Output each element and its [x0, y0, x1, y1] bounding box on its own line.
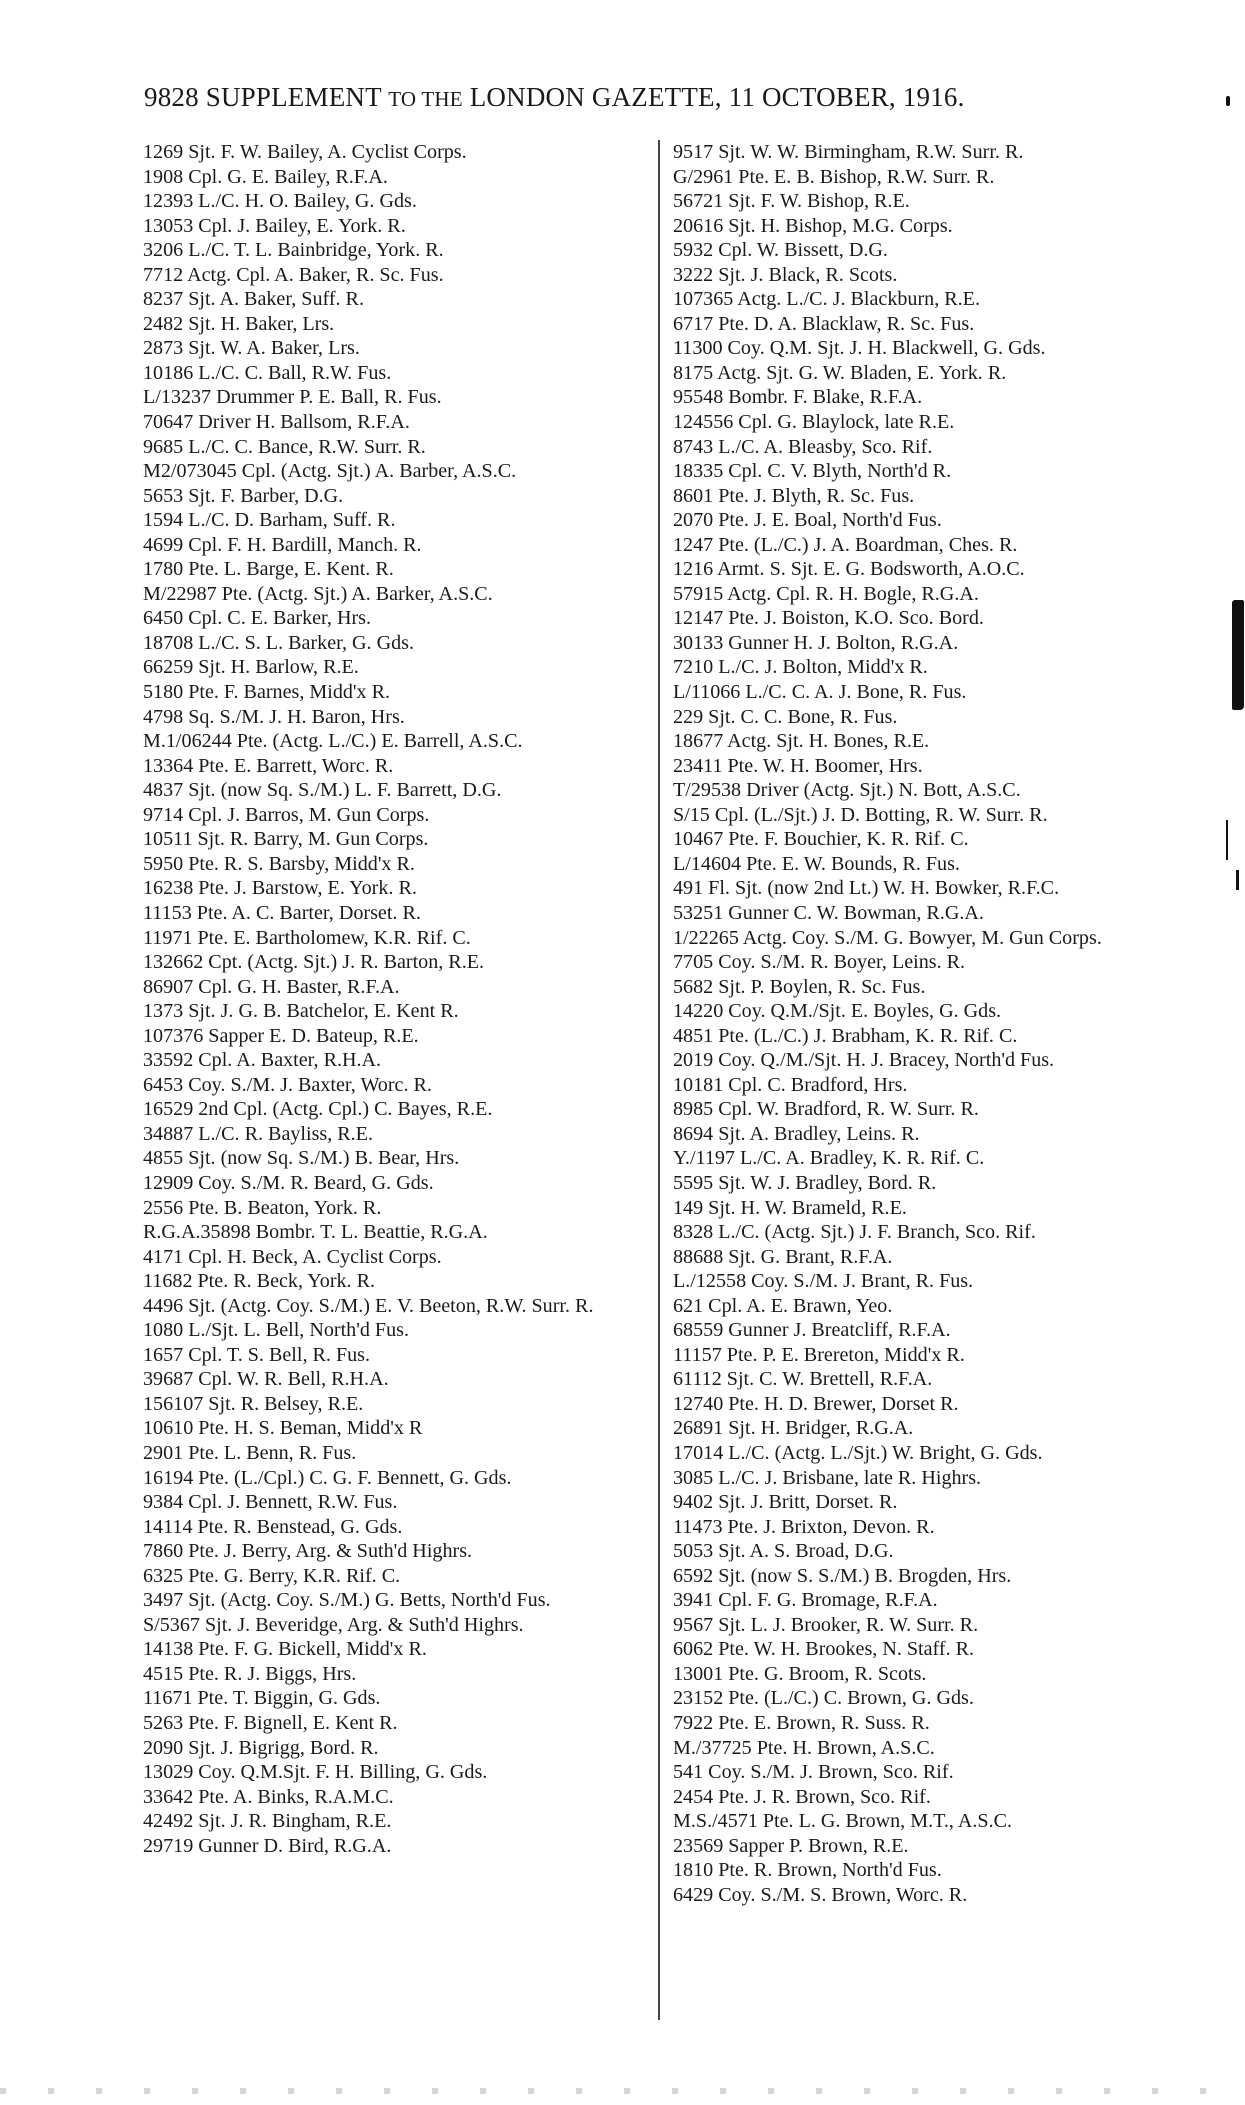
- list-entry: 3222 Sjt. J. Black, R. Scots.: [673, 263, 898, 286]
- list-entry: 4496 Sjt. (Actg. Coy. S./M.) E. V. Beeton, R.W. Surr. R.: [143, 1294, 594, 1317]
- list-entry: 4855 Sjt. (now Sq. S./M.) B. Bear, Hrs.: [143, 1147, 460, 1170]
- list-entry: 8985 Cpl. W. Bradford, R. W. Surr. R.: [673, 1098, 979, 1121]
- list-entry: 11671 Pte. T. Biggin, G. Gds.: [143, 1687, 381, 1710]
- list-entry: 541 Coy. S./M. J. Brown, Sco. Rif.: [673, 1761, 954, 1784]
- list-entry: 14114 Pte. R. Benstead, G. Gds.: [143, 1515, 403, 1538]
- list-entry: 1908 Cpl. G. E. Bailey, R.F.A.: [143, 165, 388, 188]
- list-entry: 95548 Bombr. F. Blake, R.F.A.: [673, 386, 923, 409]
- margin-speck: [1236, 870, 1239, 890]
- list-entry: 10181 Cpl. C. Bradford, Hrs.: [673, 1073, 908, 1096]
- list-entry: 9402 Sjt. J. Britt, Dorset. R.: [673, 1491, 898, 1514]
- list-entry: 8694 Sjt. A. Bradley, Leins. R.: [673, 1122, 920, 1145]
- list-entry: 8175 Actg. Sjt. G. W. Bladen, E. York. R.: [673, 361, 1007, 384]
- list-entry: 107376 Sapper E. D. Bateup, R.E.: [143, 1024, 419, 1047]
- list-entry: L/13237 Drummer P. E. Ball, R. Fus.: [143, 386, 442, 409]
- list-entry: 6592 Sjt. (now S. S./M.) B. Brogden, Hrs.: [673, 1564, 1012, 1587]
- list-entry: 11473 Pte. J. Brixton, Devon. R.: [673, 1515, 935, 1538]
- list-entry: 7922 Pte. E. Brown, R. Suss. R.: [673, 1712, 930, 1734]
- list-entry: 17014 L./C. (Actg. L./Sjt.) W. Bright, G. Gds.: [673, 1441, 1043, 1464]
- list-entry: 16238 Pte. J. Barstow, E. York. R.: [143, 877, 417, 900]
- list-entry: 70647 Driver H. Ballsom, R.F.A.: [143, 411, 410, 434]
- list-entry: 53251 Gunner C. W. Bowman, R.G.A.: [673, 901, 984, 924]
- list-entry: 23152 Pte. (L./C.) C. Brown, G. Gds.: [673, 1687, 974, 1710]
- list-entry: 2070 Pte. J. E. Boal, North'd Fus.: [673, 509, 942, 532]
- list-entry: M.S./4571 Pte. L. G. Brown, M.T., A.S.C.: [673, 1810, 1013, 1833]
- list-entry: 56721 Sjt. F. W. Bishop, R.E.: [673, 190, 910, 213]
- list-entry: 68559 Gunner J. Breatcliff, R.F.A.: [673, 1319, 951, 1342]
- list-entry: 107365 Actg. L./C. J. Blackburn, R.E.: [673, 288, 980, 311]
- list-entry: 6429 Coy. S./M. S. Brown, Worc. R.: [673, 1883, 968, 1906]
- list-entry: 10186 L./C. C. Ball, R.W. Fus.: [143, 361, 392, 384]
- list-entry: 132662 Cpt. (Actg. Sjt.) J. R. Barton, R.E.: [143, 951, 485, 974]
- list-entry: 13029 Coy. Q.M.Sjt. F. H. Billing, G. Gds.: [143, 1761, 488, 1784]
- list-entry: 1373 Sjt. J. G. B. Batchelor, E. Kent R.: [143, 1000, 459, 1023]
- list-entry: 2090 Sjt. J. Bigrigg, Bord. R.: [143, 1736, 379, 1759]
- list-entry: 14138 Pte. F. G. Bickell, Midd'x R.: [143, 1638, 427, 1661]
- list-entry: 6453 Coy. S./M. J. Baxter, Worc. R.: [143, 1073, 432, 1096]
- list-entry: M./37725 Pte. H. Brown, A.S.C.: [673, 1736, 935, 1759]
- list-entry: 39687 Cpl. W. R. Bell, R.H.A.: [143, 1368, 389, 1391]
- list-entry: 5263 Pte. F. Bignell, E. Kent R.: [143, 1712, 398, 1734]
- margin-speck: [1226, 96, 1230, 106]
- list-entry: 34887 L./C. R. Bayliss, R.E.: [143, 1122, 373, 1145]
- list-entry: 26891 Sjt. H. Bridger, R.G.A.: [673, 1417, 914, 1440]
- list-entry: 621 Cpl. A. E. Brawn, Yeo.: [673, 1294, 893, 1317]
- list-entry: 10511 Sjt. R. Barry, M. Gun Corps.: [143, 828, 429, 851]
- bottom-scan-artifact: [0, 2088, 1245, 2094]
- list-entry: 9567 Sjt. L. J. Brooker, R. W. Surr. R.: [673, 1613, 979, 1636]
- list-entry: G/2961 Pte. E. B. Bishop, R.W. Surr. R.: [673, 165, 995, 188]
- list-entry: 5653 Sjt. F. Barber, D.G.: [143, 484, 344, 507]
- list-entry: 33592 Cpl. A. Baxter, R.H.A.: [143, 1049, 382, 1072]
- list-entry: 11153 Pte. A. C. Barter, Dorset. R.: [143, 901, 421, 924]
- list-entry: 149 Sjt. H. W. Brameld, R.E.: [673, 1196, 907, 1219]
- list-entry: 156107 Sjt. R. Belsey, R.E.: [143, 1392, 364, 1415]
- list-entry: 1269 Sjt. F. W. Bailey, A. Cyclist Corps.: [143, 141, 467, 163]
- list-entry: 4837 Sjt. (now Sq. S./M.) L. F. Barrett, D.G.: [143, 779, 502, 802]
- list-entry: S/15 Cpl. (L./Sjt.) J. D. Botting, R. W. Surr. R.: [673, 803, 1048, 826]
- list-entry: 1594 L./C. D. Barham, Suff. R.: [143, 509, 396, 532]
- list-entry: 14220 Coy. Q.M./Sjt. E. Boyles, G. Gds.: [673, 1000, 1002, 1023]
- left-column: [143, 140, 647, 1858]
- list-entry: 13053 Cpl. J. Bailey, E. York. R.: [143, 214, 406, 237]
- list-entry: M.1/06244 Pte. (Actg. L./C.) E. Barrell, A.S.C.: [143, 730, 523, 753]
- list-entry: 16194 Pte. (L./Cpl.) C. G. F. Bennett, G. Gds.: [143, 1466, 512, 1489]
- list-entry: 6450 Cpl. C. E. Barker, Hrs.: [143, 607, 372, 630]
- list-entry: 12147 Pte. J. Boiston, K.O. Sco. Bord.: [673, 607, 984, 630]
- list-entry: 2019 Coy. Q./M./Sjt. H. J. Bracey, North'd Fus.: [673, 1049, 1055, 1072]
- list-entry: 2482 Sjt. H. Baker, Lrs.: [143, 312, 335, 335]
- list-entry: 18335 Cpl. C. V. Blyth, North'd R.: [673, 460, 952, 483]
- list-entry: 5932 Cpl. W. Bissett, D.G.: [673, 239, 888, 262]
- list-entry: 1810 Pte. R. Brown, North'd Fus.: [673, 1859, 942, 1882]
- list-entry: 8601 Pte. J. Blyth, R. Sc. Fus.: [673, 484, 915, 507]
- list-entry: 1657 Cpl. T. S. Bell, R. Fus.: [143, 1343, 371, 1366]
- list-entry: 9384 Cpl. J. Bennett, R.W. Fus.: [143, 1491, 398, 1514]
- list-entry: 2454 Pte. J. R. Brown, Sco. Rif.: [673, 1785, 931, 1808]
- list-entry: 2556 Pte. B. Beaton, York. R.: [143, 1196, 382, 1219]
- list-entry: 8328 L./C. (Actg. Sjt.) J. F. Branch, Sco. Rif.: [673, 1221, 1036, 1244]
- list-entry: 124556 Cpl. G. Blaylock, late R.E.: [673, 411, 955, 434]
- margin-ink-smudge: [1232, 600, 1244, 710]
- list-entry: 13001 Pte. G. Broom, R. Scots.: [673, 1662, 927, 1685]
- column-divider: [658, 140, 660, 2020]
- list-entry: 3085 L./C. J. Brisbane, late R. Highrs.: [673, 1466, 982, 1489]
- list-entry: 7210 L./C. J. Bolton, Midd'x R.: [673, 656, 928, 679]
- list-entry: 4515 Pte. R. J. Biggs, Hrs.: [143, 1662, 357, 1685]
- list-entry: 66259 Sjt. H. Barlow, R.E.: [143, 656, 359, 679]
- page-header: [144, 82, 1154, 114]
- list-entry: 1/22265 Actg. Coy. S./M. G. Bowyer, M. Gun Corps.: [673, 926, 1102, 949]
- list-entry: 8237 Sjt. A. Baker, Suff. R.: [143, 288, 364, 311]
- list-entry: 23411 Pte. W. H. Boomer, Hrs.: [673, 754, 923, 777]
- page-number: 9828: [144, 82, 199, 112]
- list-entry: 6062 Pte. W. H. Brookes, N. Staff. R.: [673, 1638, 975, 1661]
- list-entry: Y./1197 L./C. A. Bradley, K. R. Rif. C.: [673, 1147, 985, 1170]
- list-entry: 9714 Cpl. J. Barros, M. Gun Corps.: [143, 803, 430, 826]
- list-entry: 16529 2nd Cpl. (Actg. Cpl.) C. Bayes, R.E.: [143, 1098, 493, 1121]
- list-entry: 8743 L./C. A. Bleasby, Sco. Rif.: [673, 435, 933, 458]
- list-entry: M/22987 Pte. (Actg. Sjt.) A. Barker, A.S.C.: [143, 582, 493, 605]
- list-entry: 12393 L./C. H. O. Bailey, G. Gds.: [143, 190, 417, 213]
- list-entry: L/14604 Pte. E. W. Bounds, R. Fus.: [673, 852, 960, 875]
- list-entry: 5180 Pte. F. Barnes, Midd'x R.: [143, 681, 391, 704]
- list-entry: 5053 Sjt. A. S. Broad, D.G.: [673, 1540, 894, 1563]
- list-entry: 1080 L./Sjt. L. Bell, North'd Fus.: [143, 1319, 409, 1342]
- list-entry: 57915 Actg. Cpl. R. H. Bogle, R.G.A.: [673, 582, 979, 605]
- list-entry: M2/073045 Cpl. (Actg. Sjt.) A. Barber, A.S.C.: [143, 460, 517, 483]
- list-entry: 61112 Sjt. C. W. Brettell, R.F.A.: [673, 1368, 933, 1391]
- list-entry: 12909 Coy. S./M. R. Beard, G. Gds.: [143, 1171, 434, 1194]
- list-entry: 11157 Pte. P. E. Brereton, Midd'x R.: [673, 1343, 965, 1366]
- list-entry: 9517 Sjt. W. W. Birmingham, R.W. Surr. R.: [673, 141, 1024, 163]
- right-column: [673, 140, 1185, 1907]
- header-title-gazette-date: LONDON GAZETTE, 11 OCTOBER, 1916.: [469, 82, 965, 112]
- list-entry: 12740 Pte. H. D. Brewer, Dorset R.: [673, 1392, 959, 1415]
- list-entry: 2873 Sjt. W. A. Baker, Lrs.: [143, 337, 360, 360]
- list-entry: 33642 Pte. A. Binks, R.A.M.C.: [143, 1785, 394, 1808]
- list-entry: 5950 Pte. R. S. Barsby, Midd'x R.: [143, 852, 415, 875]
- list-entry: S/5367 Sjt. J. Beveridge, Arg. & Suth'd Highrs.: [143, 1613, 524, 1636]
- list-entry: 6325 Pte. G. Berry, K.R. Rif. C.: [143, 1564, 401, 1587]
- list-entry: 3206 L./C. T. L. Bainbridge, York. R.: [143, 239, 444, 262]
- list-entry: 9685 L./C. C. Bance, R.W. Surr. R.: [143, 435, 426, 458]
- list-entry: 1780 Pte. L. Barge, E. Kent. R.: [143, 558, 394, 581]
- list-entry: L/11066 L./C. C. A. J. Bone, R. Fus.: [673, 681, 967, 704]
- list-entry: 491 Fl. Sjt. (now 2nd Lt.) W. H. Bowker, R.F.C.: [673, 877, 1060, 900]
- list-entry: 7705 Coy. S./M. R. Boyer, Leins. R.: [673, 951, 966, 974]
- list-entry: 23569 Sapper P. Brown, R.E.: [673, 1834, 909, 1857]
- list-entry: 3941 Cpl. F. G. Bromage, R.F.A.: [673, 1589, 938, 1612]
- list-entry: 42492 Sjt. J. R. Bingham, R.E.: [143, 1810, 392, 1833]
- list-entry: 10610 Pte. H. S. Beman, Midd'x R: [143, 1417, 423, 1440]
- list-entry: 88688 Sjt. G. Brant, R.F.A.: [673, 1245, 893, 1268]
- header-title-to-the: TO THE: [388, 87, 463, 111]
- list-entry: 20616 Sjt. H. Bishop, M.G. Corps.: [673, 214, 953, 237]
- list-entry: 3497 Sjt. (Actg. Coy. S./M.) G. Betts, North'd Fus.: [143, 1589, 551, 1612]
- list-entry: 7860 Pte. J. Berry, Arg. & Suth'd Highrs.: [143, 1540, 473, 1563]
- list-entry: 229 Sjt. C. C. Bone, R. Fus.: [673, 705, 898, 728]
- list-entry: 1247 Pte. (L./C.) J. A. Boardman, Ches. R.: [673, 533, 1018, 556]
- list-entry: 4171 Cpl. H. Beck, A. Cyclist Corps.: [143, 1245, 442, 1268]
- list-entry: 18677 Actg. Sjt. H. Bones, R.E.: [673, 730, 930, 753]
- list-entry: 18708 L./C. S. L. Barker, G. Gds.: [143, 631, 415, 654]
- header-title-supplement: SUPPLEMENT: [205, 82, 382, 112]
- list-entry: 86907 Cpl. G. H. Baster, R.F.A.: [143, 975, 400, 998]
- list-entry: T/29538 Driver (Actg. Sjt.) N. Bott, A.S.C.: [673, 779, 1021, 802]
- list-entry: 13364 Pte. E. Barrett, Worc. R.: [143, 754, 394, 777]
- list-entry: 2901 Pte. L. Benn, R. Fus.: [143, 1441, 357, 1464]
- list-entry: 1216 Armt. S. Sjt. E. G. Bodsworth, A.O.C.: [673, 558, 1025, 581]
- list-entry: 4851 Pte. (L./C.) J. Brabham, K. R. Rif. C.: [673, 1024, 1018, 1047]
- list-entry: 7712 Actg. Cpl. A. Baker, R. Sc. Fus.: [143, 263, 444, 286]
- list-entry: 4798 Sq. S./M. J. H. Baron, Hrs.: [143, 705, 405, 728]
- list-entry: 4699 Cpl. F. H. Bardill, Manch. R.: [143, 533, 422, 556]
- list-entry: 5682 Sjt. P. Boylen, R. Sc. Fus.: [673, 975, 926, 998]
- list-entry: R.G.A.35898 Bombr. T. L. Beattie, R.G.A.: [143, 1221, 488, 1244]
- list-entry: 11300 Coy. Q.M. Sjt. J. H. Blackwell, G. Gds.: [673, 337, 1046, 360]
- list-entry: L./12558 Coy. S./M. J. Brant, R. Fus.: [673, 1270, 974, 1293]
- list-entry: 5595 Sjt. W. J. Bradley, Bord. R.: [673, 1171, 937, 1194]
- margin-speck: [1226, 820, 1228, 860]
- list-entry: 6717 Pte. D. A. Blacklaw, R. Sc. Fus.: [673, 312, 975, 335]
- list-entry: 11971 Pte. E. Bartholomew, K.R. Rif. C.: [143, 926, 471, 949]
- list-entry: 11682 Pte. R. Beck, York. R.: [143, 1270, 376, 1293]
- list-entry: 10467 Pte. F. Bouchier, K. R. Rif. C.: [673, 828, 969, 851]
- list-entry: 30133 Gunner H. J. Bolton, R.G.A.: [673, 631, 959, 654]
- list-entry: 29719 Gunner D. Bird, R.G.A.: [143, 1834, 392, 1857]
